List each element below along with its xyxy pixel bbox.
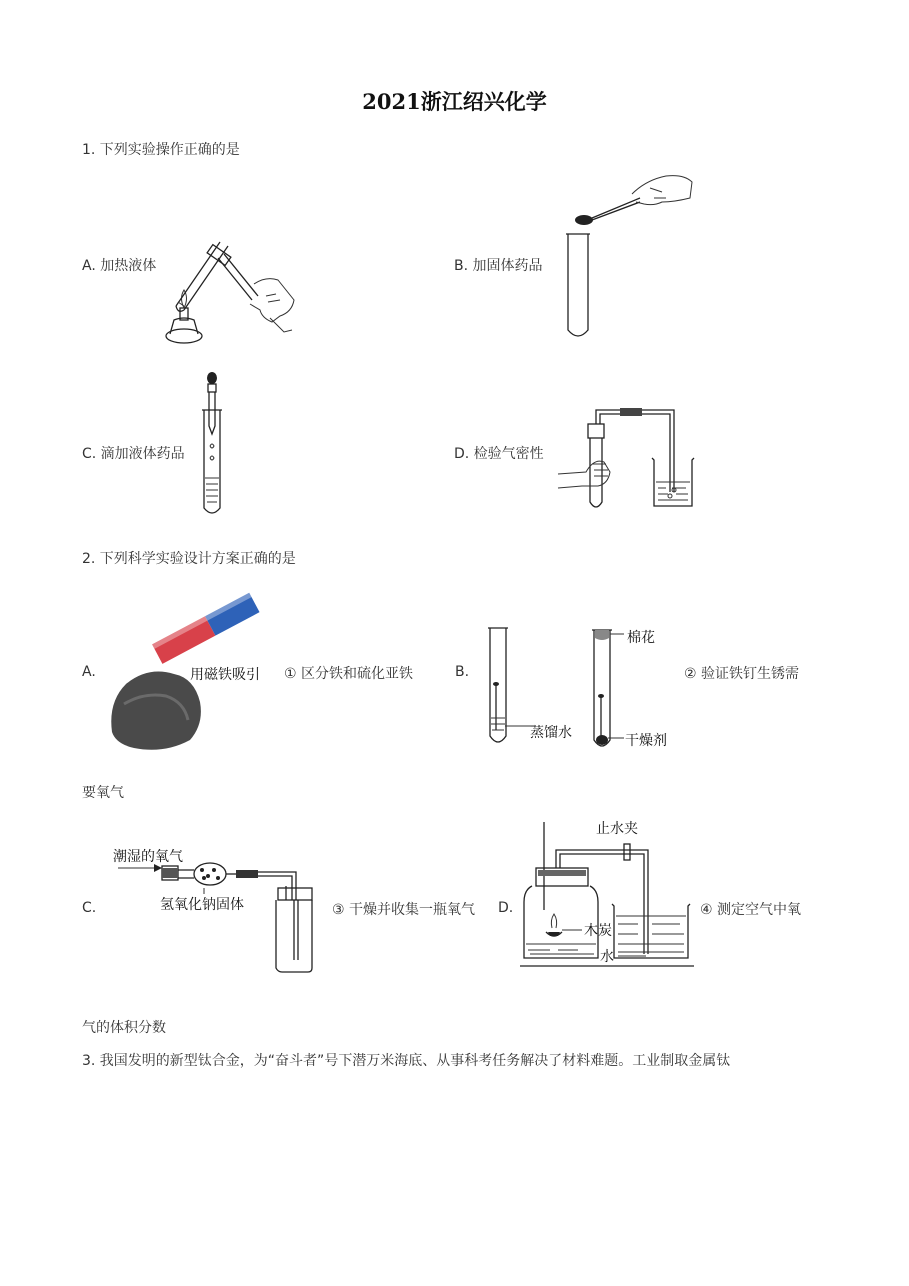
q2b-desiccant-label: 干燥剂 xyxy=(625,733,667,749)
q2-option-a-letter: A. xyxy=(82,664,96,680)
q1-option-c-label: C. 滴加液体药品 xyxy=(82,446,185,462)
q2-option-b-letter: B. xyxy=(455,664,470,680)
q2d-clip-label: 止水夹 xyxy=(596,821,638,837)
q2b-water-label: 蒸馏水 xyxy=(530,725,572,741)
question-3-stem: 3. 我国发明的新型钛合金，为“奋斗者”号下潜万米海底、从事科考任务解决了材料难题。工业制取金属钛 xyxy=(82,1053,731,1069)
q2-option-d-letter: D. xyxy=(498,900,514,916)
question-1-stem: 1. 下列实验操作正确的是 xyxy=(82,142,240,158)
q2-option-b-text: ② 验证铁钉生锈需 xyxy=(684,666,800,682)
dropping-liquid-figure xyxy=(198,370,228,518)
q2-option-c-letter: C. xyxy=(82,900,97,916)
q2b-cotton-label: 棉花 xyxy=(627,630,655,646)
gas-tightness-figure xyxy=(556,402,696,512)
question-2-stem: 2. 下列科学实验设计方案正确的是 xyxy=(82,551,296,567)
q2a-magnet-label: 用磁铁吸引 xyxy=(190,667,260,683)
q2-option-d-text: ④ 测定空气中氧 xyxy=(700,902,802,918)
q2d-water-label: 水 xyxy=(600,949,614,965)
q1-option-a-label: A. 加热液体 xyxy=(82,258,157,274)
q1-option-b-label: B. 加固体药品 xyxy=(454,258,543,274)
q2-option-c-text: ③ 干燥并收集一瓶氧气 xyxy=(332,902,476,918)
q2d-charcoal-label: 木炭 xyxy=(584,923,612,939)
heating-liquid-figure xyxy=(162,236,312,348)
page-title: 2021浙江绍兴化学 xyxy=(362,89,547,114)
q2c-gas-label: 潮湿的氧气 xyxy=(113,849,183,865)
q2-option-a-text: ① 区分铁和硫化亚铁 xyxy=(284,666,414,682)
q1-option-d-label: D. 检验气密性 xyxy=(454,446,544,462)
q2c-naoh-label: 氢氧化钠固体 xyxy=(160,897,244,913)
q2-option-d-text-cont: 气的体积分数 xyxy=(82,1020,166,1036)
adding-solid-figure xyxy=(566,172,696,342)
q2-option-b-text-cont: 要氧气 xyxy=(82,785,124,801)
